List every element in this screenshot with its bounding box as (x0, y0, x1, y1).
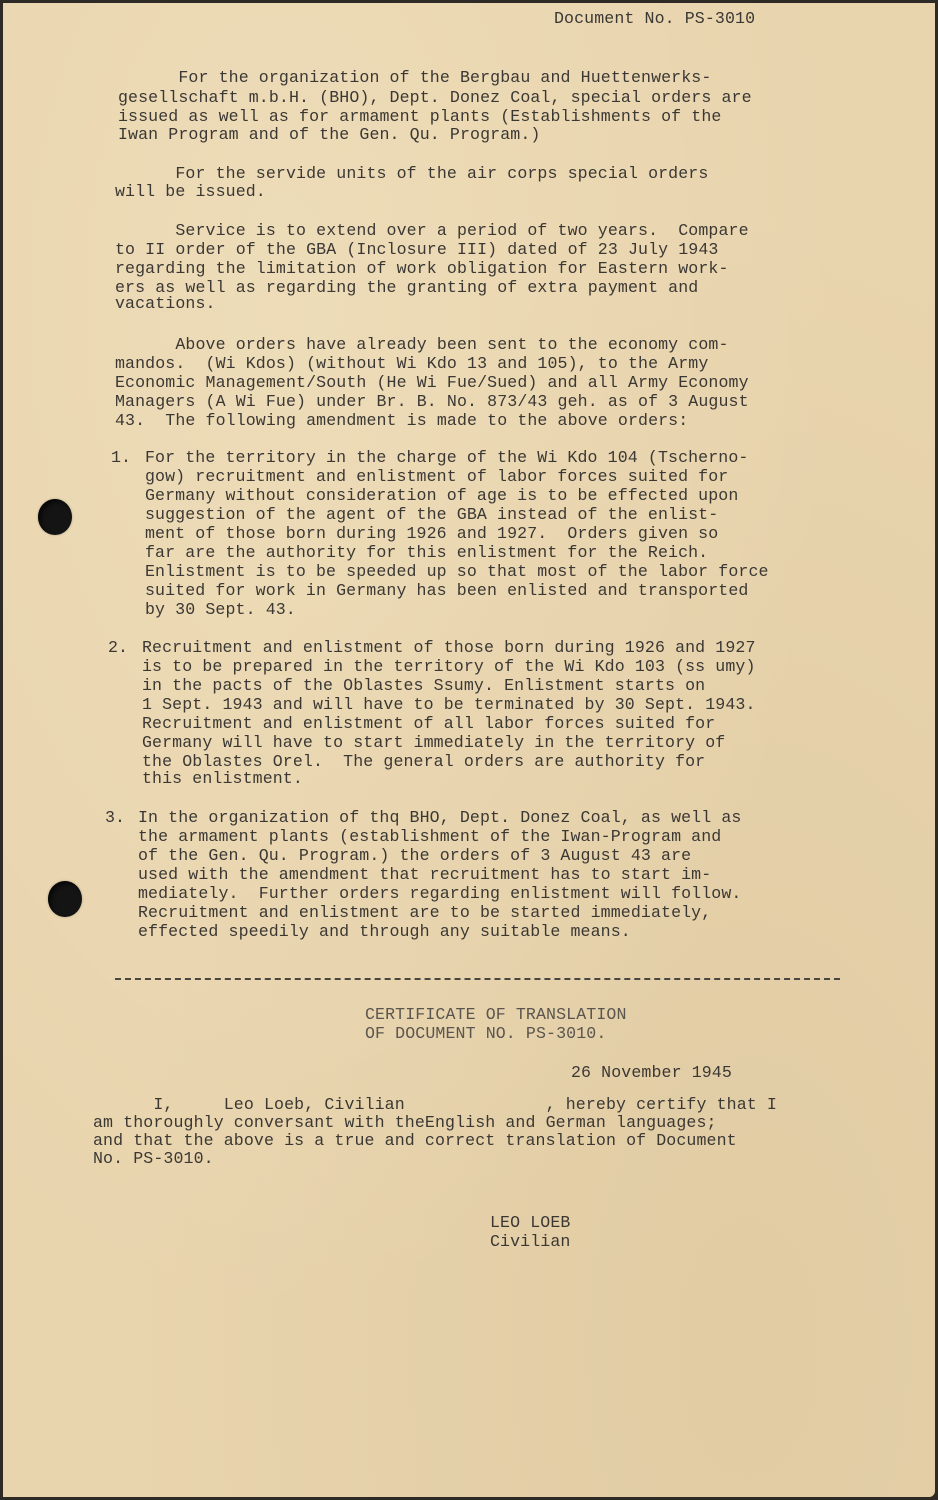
text-line: Economic Management/South (He Wi Fue/Sued) and all Army Economy (115, 373, 749, 392)
text-line: far are the authority for this enlistment for the Reich. (145, 543, 709, 562)
text-line: 1 Sept. 1943 and will have to be terminated by 30 Sept. 1943. (142, 695, 756, 714)
text-line: vacations. (115, 294, 216, 313)
text-line: the armament plants (establishment of the Iwan-Program and (138, 827, 722, 846)
text-line: Recruitment and enlistment are to be started immediately, (138, 903, 712, 922)
text-line: suited for work in Germany has been enlisted and transported (145, 581, 749, 600)
signature-title: Civilian (490, 1232, 571, 1251)
certificate-line: No. PS-3010. (93, 1149, 214, 1168)
text-line: For the organization of the Bergbau and Huettenwerks- (118, 68, 712, 87)
text-line: 43. The following amendment is made to the above orders: (115, 411, 689, 430)
certificate-line: am thoroughly conversant with theEnglish and German languages; (93, 1113, 717, 1132)
text-line: in the pacts of the Oblastes Ssumy. Enlistment starts on (142, 676, 706, 695)
text-line: In the organization of thq BHO, Dept. Donez Coal, as well as (138, 808, 742, 827)
item-number: 2. (108, 638, 129, 657)
text-line: by 30 Sept. 43. (145, 600, 296, 619)
text-line: Managers (A Wi Fue) under Br. B. No. 873/43 geh. as of 3 August (115, 392, 749, 411)
certificate-date: 26 November 1945 (571, 1063, 732, 1082)
document-page (3, 3, 935, 1497)
text-line: this enlistment. (142, 769, 303, 788)
text-line: gow) recruitment and enlistment of labor forces suited for (145, 467, 729, 486)
punch-hole-bottom (48, 881, 82, 917)
text-line: of the Gen. Qu. Program.) the orders of 3 August 43 are (138, 846, 692, 865)
signature-name: LEO LOEB (490, 1213, 571, 1232)
punch-hole-top (38, 499, 72, 535)
text-line: gesellschaft m.b.H. (BHO), Dept. Donez Coal, special orders are (118, 88, 752, 107)
dashed-divider (115, 978, 840, 980)
certificate-line: I, Leo Loeb, Civilian , hereby certify that I (93, 1095, 777, 1114)
text-line: ers as well as regarding the granting of extra payment and (115, 278, 699, 297)
text-line: to II order of the GBA (Inclosure III) dated of 23 July 1943 (115, 240, 719, 259)
text-line: effected speedily and through any suitable means. (138, 922, 631, 941)
text-line: Service is to extend over a period of two years. Compare (115, 221, 749, 240)
text-line: For the servide units of the air corps special orders (115, 164, 709, 183)
text-line: For the territory in the charge of the Wi Kdo 104 (Tscherno- (145, 448, 749, 467)
item-number: 1. (111, 448, 132, 467)
certificate-title: CERTIFICATE OF TRANSLATION (365, 1005, 627, 1024)
text-line: is to be prepared in the territory of the Wi Kdo 103 (ss umy) (142, 657, 756, 676)
text-line: mandos. (Wi Kdos) (without Wi Kdo 13 and 105), to the Army (115, 354, 709, 373)
text-line: Enlistment is to be speeded up so that most of the labor force (145, 562, 769, 581)
document-number: Document No. PS-3010 (554, 9, 756, 28)
text-line: Recruitment and enlistment of those born during 1926 and 1927 (142, 638, 756, 657)
text-line: Above orders have already been sent to the economy com- (115, 335, 729, 354)
certificate-line: and that the above is a true and correct translation of Document (93, 1131, 737, 1150)
text-line: Recruitment and enlistment of all labor forces suited for (142, 714, 716, 733)
text-line: suggestion of the agent of the GBA instead of the enlist- (145, 505, 719, 524)
text-line: regarding the limitation of work obligation for Eastern work- (115, 259, 729, 278)
text-line: Germany will have to start immediately in the territory of (142, 733, 726, 752)
text-line: issued as well as for armament plants (Establishments of the (118, 107, 722, 126)
text-line: used with the amendment that recruitment has to start im- (138, 865, 712, 884)
certificate-subtitle: OF DOCUMENT NO. PS-3010. (365, 1024, 607, 1043)
item-number: 3. (105, 808, 126, 827)
text-line: Germany without consideration of age is to be effected upon (145, 486, 739, 505)
text-line: Iwan Program and of the Gen. Qu. Program.) (118, 125, 541, 144)
text-line: will be issued. (115, 182, 266, 201)
text-line: mediately. Further orders regarding enlistment will follow. (138, 884, 742, 903)
text-line: ment of those born during 1926 and 1927. Orders given so (145, 524, 719, 543)
text-line: the Oblastes Orel. The general orders are authority for (142, 752, 706, 771)
